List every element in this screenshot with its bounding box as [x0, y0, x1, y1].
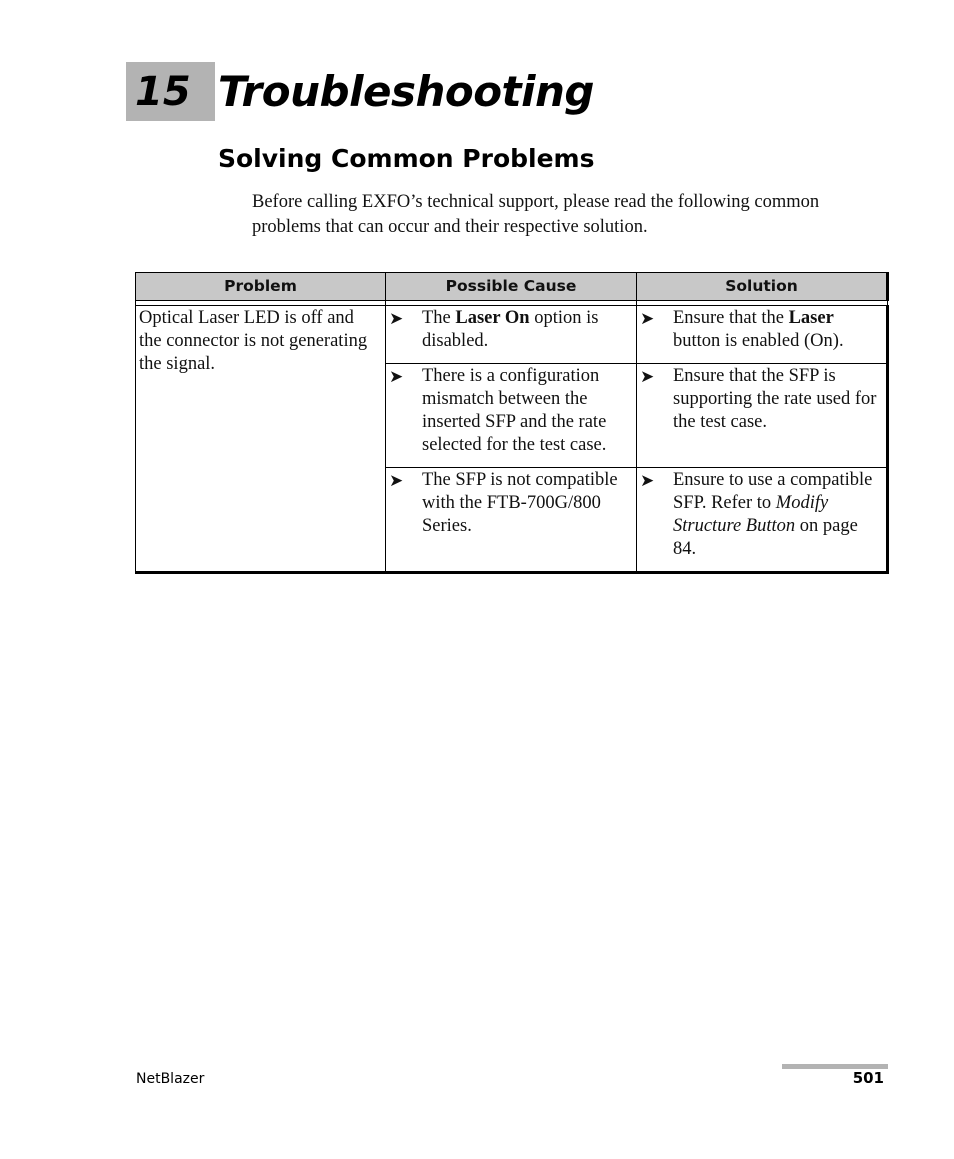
page-number: 501	[852, 1069, 884, 1087]
troubleshooting-table	[135, 272, 889, 574]
chapter-title: Troubleshooting	[218, 67, 594, 116]
cross-reference-link[interactable]: Modify Structure Button	[673, 493, 829, 536]
solution-cell	[637, 468, 888, 573]
header-solution: Solution	[637, 273, 888, 301]
section-title: Solving Common Problems	[218, 144, 595, 173]
header-problem: Problem	[136, 273, 386, 301]
cause-text: There is a configuration mismatch between the inserted SFP and the rate selected for the test case.	[422, 366, 607, 455]
intro-paragraph: Before calling EXFO’s technical support, please read the following common problems that can occur and their respective solution.	[252, 192, 820, 237]
header-possible-cause: Possible Cause	[386, 273, 637, 301]
solution-text: Ensure that the Laser button is enabled (On).	[673, 308, 844, 351]
cause-text: The SFP is not compatible with the FTB-700G/800 Series.	[422, 470, 618, 536]
solution-text: Ensure that the SFP is supporting the rate used for the test case.	[673, 366, 877, 432]
cause-cell	[386, 306, 637, 364]
arrow-bullet-icon: ➤	[389, 309, 404, 329]
footer-product-name: NetBlazer	[136, 1071, 205, 1087]
cause-cell	[386, 468, 637, 573]
solution-cell	[637, 364, 888, 468]
solution-cell	[637, 306, 888, 364]
problem-cell: Optical Laser LED is off and the connector is not generating the signal.	[136, 306, 386, 573]
arrow-bullet-icon: ➤	[640, 367, 655, 387]
arrow-bullet-icon: ➤	[640, 309, 655, 329]
arrow-bullet-icon: ➤	[389, 471, 404, 491]
chapter-number: 15	[135, 69, 191, 115]
arrow-bullet-icon: ➤	[389, 367, 404, 387]
cause-text: The Laser On option is disabled.	[422, 308, 599, 351]
cause-cell	[386, 364, 637, 468]
arrow-bullet-icon: ➤	[640, 471, 655, 491]
table-row	[136, 306, 888, 364]
table-header-row	[136, 273, 888, 301]
solution-text: Ensure to use a compatible SFP. Refer to Modify Structure Button on page 84.	[673, 470, 873, 559]
